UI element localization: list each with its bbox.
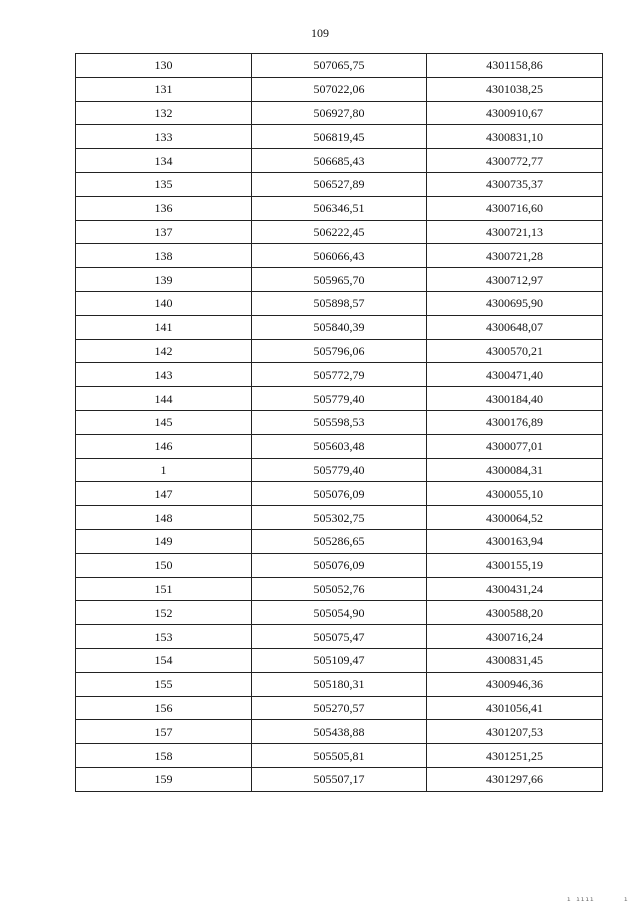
- table-row: [76, 339, 603, 363]
- x-coordinate-cell: 506685,43: [252, 149, 427, 173]
- x-coordinate-cell: 505180,31: [252, 672, 427, 696]
- point-number-cell: 152: [76, 601, 252, 625]
- x-coordinate-cell: 505796,06: [252, 339, 427, 363]
- point-number-cell: 131: [76, 77, 252, 101]
- point-number-cell: 141: [76, 315, 252, 339]
- table-row: [76, 648, 603, 672]
- x-coordinate-cell: 505052,76: [252, 577, 427, 601]
- y-coordinate-cell: 4301158,86: [427, 54, 603, 78]
- coordinates-table-body: [76, 54, 603, 792]
- point-number-cell: 134: [76, 149, 252, 173]
- table-row: [76, 363, 603, 387]
- point-number-cell: 156: [76, 696, 252, 720]
- x-coordinate-cell: 507065,75: [252, 54, 427, 78]
- table-row: [76, 172, 603, 196]
- point-number-cell: 140: [76, 291, 252, 315]
- table-row: [76, 458, 603, 482]
- x-coordinate-cell: 505507,17: [252, 767, 427, 791]
- x-coordinate-cell: 506927,80: [252, 101, 427, 125]
- point-number-cell: 143: [76, 363, 252, 387]
- x-coordinate-cell: 505109,47: [252, 648, 427, 672]
- point-number-cell: 133: [76, 125, 252, 149]
- y-coordinate-cell: 4300772,77: [427, 149, 603, 173]
- footer-scan-mark: ı ıııı: [567, 896, 595, 903]
- x-coordinate-cell: 505076,09: [252, 553, 427, 577]
- y-coordinate-cell: 4300184,40: [427, 387, 603, 411]
- x-coordinate-cell: 506222,45: [252, 220, 427, 244]
- table-row: [76, 101, 603, 125]
- y-coordinate-cell: 4300588,20: [427, 601, 603, 625]
- table-row: [76, 125, 603, 149]
- table-row: [76, 149, 603, 173]
- point-number-cell: 148: [76, 506, 252, 530]
- point-number-cell: 153: [76, 625, 252, 649]
- y-coordinate-cell: 4300716,24: [427, 625, 603, 649]
- point-number-cell: 142: [76, 339, 252, 363]
- table-row: [76, 315, 603, 339]
- y-coordinate-cell: 4300471,40: [427, 363, 603, 387]
- y-coordinate-cell: 4300648,07: [427, 315, 603, 339]
- x-coordinate-cell: 505438,88: [252, 720, 427, 744]
- table-row: [76, 506, 603, 530]
- y-coordinate-cell: 4300155,19: [427, 553, 603, 577]
- point-number-cell: 137: [76, 220, 252, 244]
- x-coordinate-cell: 506066,43: [252, 244, 427, 268]
- table-row: [76, 482, 603, 506]
- y-coordinate-cell: 4301251,25: [427, 744, 603, 768]
- y-coordinate-cell: 4300077,01: [427, 434, 603, 458]
- x-coordinate-cell: 505772,79: [252, 363, 427, 387]
- table-row: [76, 196, 603, 220]
- x-coordinate-cell: 505076,09: [252, 482, 427, 506]
- x-coordinate-cell: 505840,39: [252, 315, 427, 339]
- x-coordinate-cell: 505505,81: [252, 744, 427, 768]
- point-number-cell: 150: [76, 553, 252, 577]
- point-number-cell: 159: [76, 767, 252, 791]
- table-row: [76, 672, 603, 696]
- x-coordinate-cell: 505270,57: [252, 696, 427, 720]
- y-coordinate-cell: 4300055,10: [427, 482, 603, 506]
- footer-scan-mark-right: ı: [624, 896, 628, 903]
- point-number-cell: 1: [76, 458, 252, 482]
- point-number-cell: 158: [76, 744, 252, 768]
- table-row: [76, 601, 603, 625]
- x-coordinate-cell: 506527,89: [252, 172, 427, 196]
- x-coordinate-cell: 505054,90: [252, 601, 427, 625]
- table-row: [76, 696, 603, 720]
- table-row: [76, 220, 603, 244]
- y-coordinate-cell: 4300721,28: [427, 244, 603, 268]
- table-row: [76, 529, 603, 553]
- page-number: 109: [311, 26, 329, 40]
- x-coordinate-cell: 505898,57: [252, 291, 427, 315]
- y-coordinate-cell: 4300570,21: [427, 339, 603, 363]
- x-coordinate-cell: 505598,53: [252, 410, 427, 434]
- table-row: [76, 77, 603, 101]
- table-row: [76, 720, 603, 744]
- table-row: [76, 268, 603, 292]
- point-number-cell: 132: [76, 101, 252, 125]
- y-coordinate-cell: 4301038,25: [427, 77, 603, 101]
- y-coordinate-cell: 4300946,36: [427, 672, 603, 696]
- table-row: [76, 244, 603, 268]
- y-coordinate-cell: 4300712,97: [427, 268, 603, 292]
- point-number-cell: 144: [76, 387, 252, 411]
- y-coordinate-cell: 4300176,89: [427, 410, 603, 434]
- y-coordinate-cell: 4300084,31: [427, 458, 603, 482]
- y-coordinate-cell: 4300716,60: [427, 196, 603, 220]
- x-coordinate-cell: 505779,40: [252, 458, 427, 482]
- x-coordinate-cell: 505302,75: [252, 506, 427, 530]
- table-row: [76, 387, 603, 411]
- point-number-cell: 136: [76, 196, 252, 220]
- point-number-cell: 139: [76, 268, 252, 292]
- point-number-cell: 151: [76, 577, 252, 601]
- table-row: [76, 744, 603, 768]
- coordinates-table: [75, 53, 603, 792]
- x-coordinate-cell: 506819,45: [252, 125, 427, 149]
- y-coordinate-cell: 4301297,66: [427, 767, 603, 791]
- table-row: [76, 767, 603, 791]
- y-coordinate-cell: 4301056,41: [427, 696, 603, 720]
- y-coordinate-cell: 4300735,37: [427, 172, 603, 196]
- x-coordinate-cell: 506346,51: [252, 196, 427, 220]
- point-number-cell: 138: [76, 244, 252, 268]
- y-coordinate-cell: 4300831,10: [427, 125, 603, 149]
- x-coordinate-cell: 505965,70: [252, 268, 427, 292]
- y-coordinate-cell: 4300695,90: [427, 291, 603, 315]
- point-number-cell: 130: [76, 54, 252, 78]
- table-row: [76, 54, 603, 78]
- x-coordinate-cell: 505603,48: [252, 434, 427, 458]
- x-coordinate-cell: 505779,40: [252, 387, 427, 411]
- table-row: [76, 577, 603, 601]
- point-number-cell: 154: [76, 648, 252, 672]
- point-number-cell: 147: [76, 482, 252, 506]
- point-number-cell: 145: [76, 410, 252, 434]
- y-coordinate-cell: 4300831,45: [427, 648, 603, 672]
- y-coordinate-cell: 4301207,53: [427, 720, 603, 744]
- table-row: [76, 625, 603, 649]
- table-row: [76, 291, 603, 315]
- point-number-cell: 155: [76, 672, 252, 696]
- point-number-cell: 149: [76, 529, 252, 553]
- point-number-cell: 146: [76, 434, 252, 458]
- y-coordinate-cell: 4300431,24: [427, 577, 603, 601]
- y-coordinate-cell: 4300721,13: [427, 220, 603, 244]
- table-row: [76, 434, 603, 458]
- x-coordinate-cell: 507022,06: [252, 77, 427, 101]
- y-coordinate-cell: 4300163,94: [427, 529, 603, 553]
- y-coordinate-cell: 4300064,52: [427, 506, 603, 530]
- x-coordinate-cell: 505075,47: [252, 625, 427, 649]
- x-coordinate-cell: 505286,65: [252, 529, 427, 553]
- table-row: [76, 410, 603, 434]
- point-number-cell: 135: [76, 172, 252, 196]
- point-number-cell: 157: [76, 720, 252, 744]
- y-coordinate-cell: 4300910,67: [427, 101, 603, 125]
- table-row: [76, 553, 603, 577]
